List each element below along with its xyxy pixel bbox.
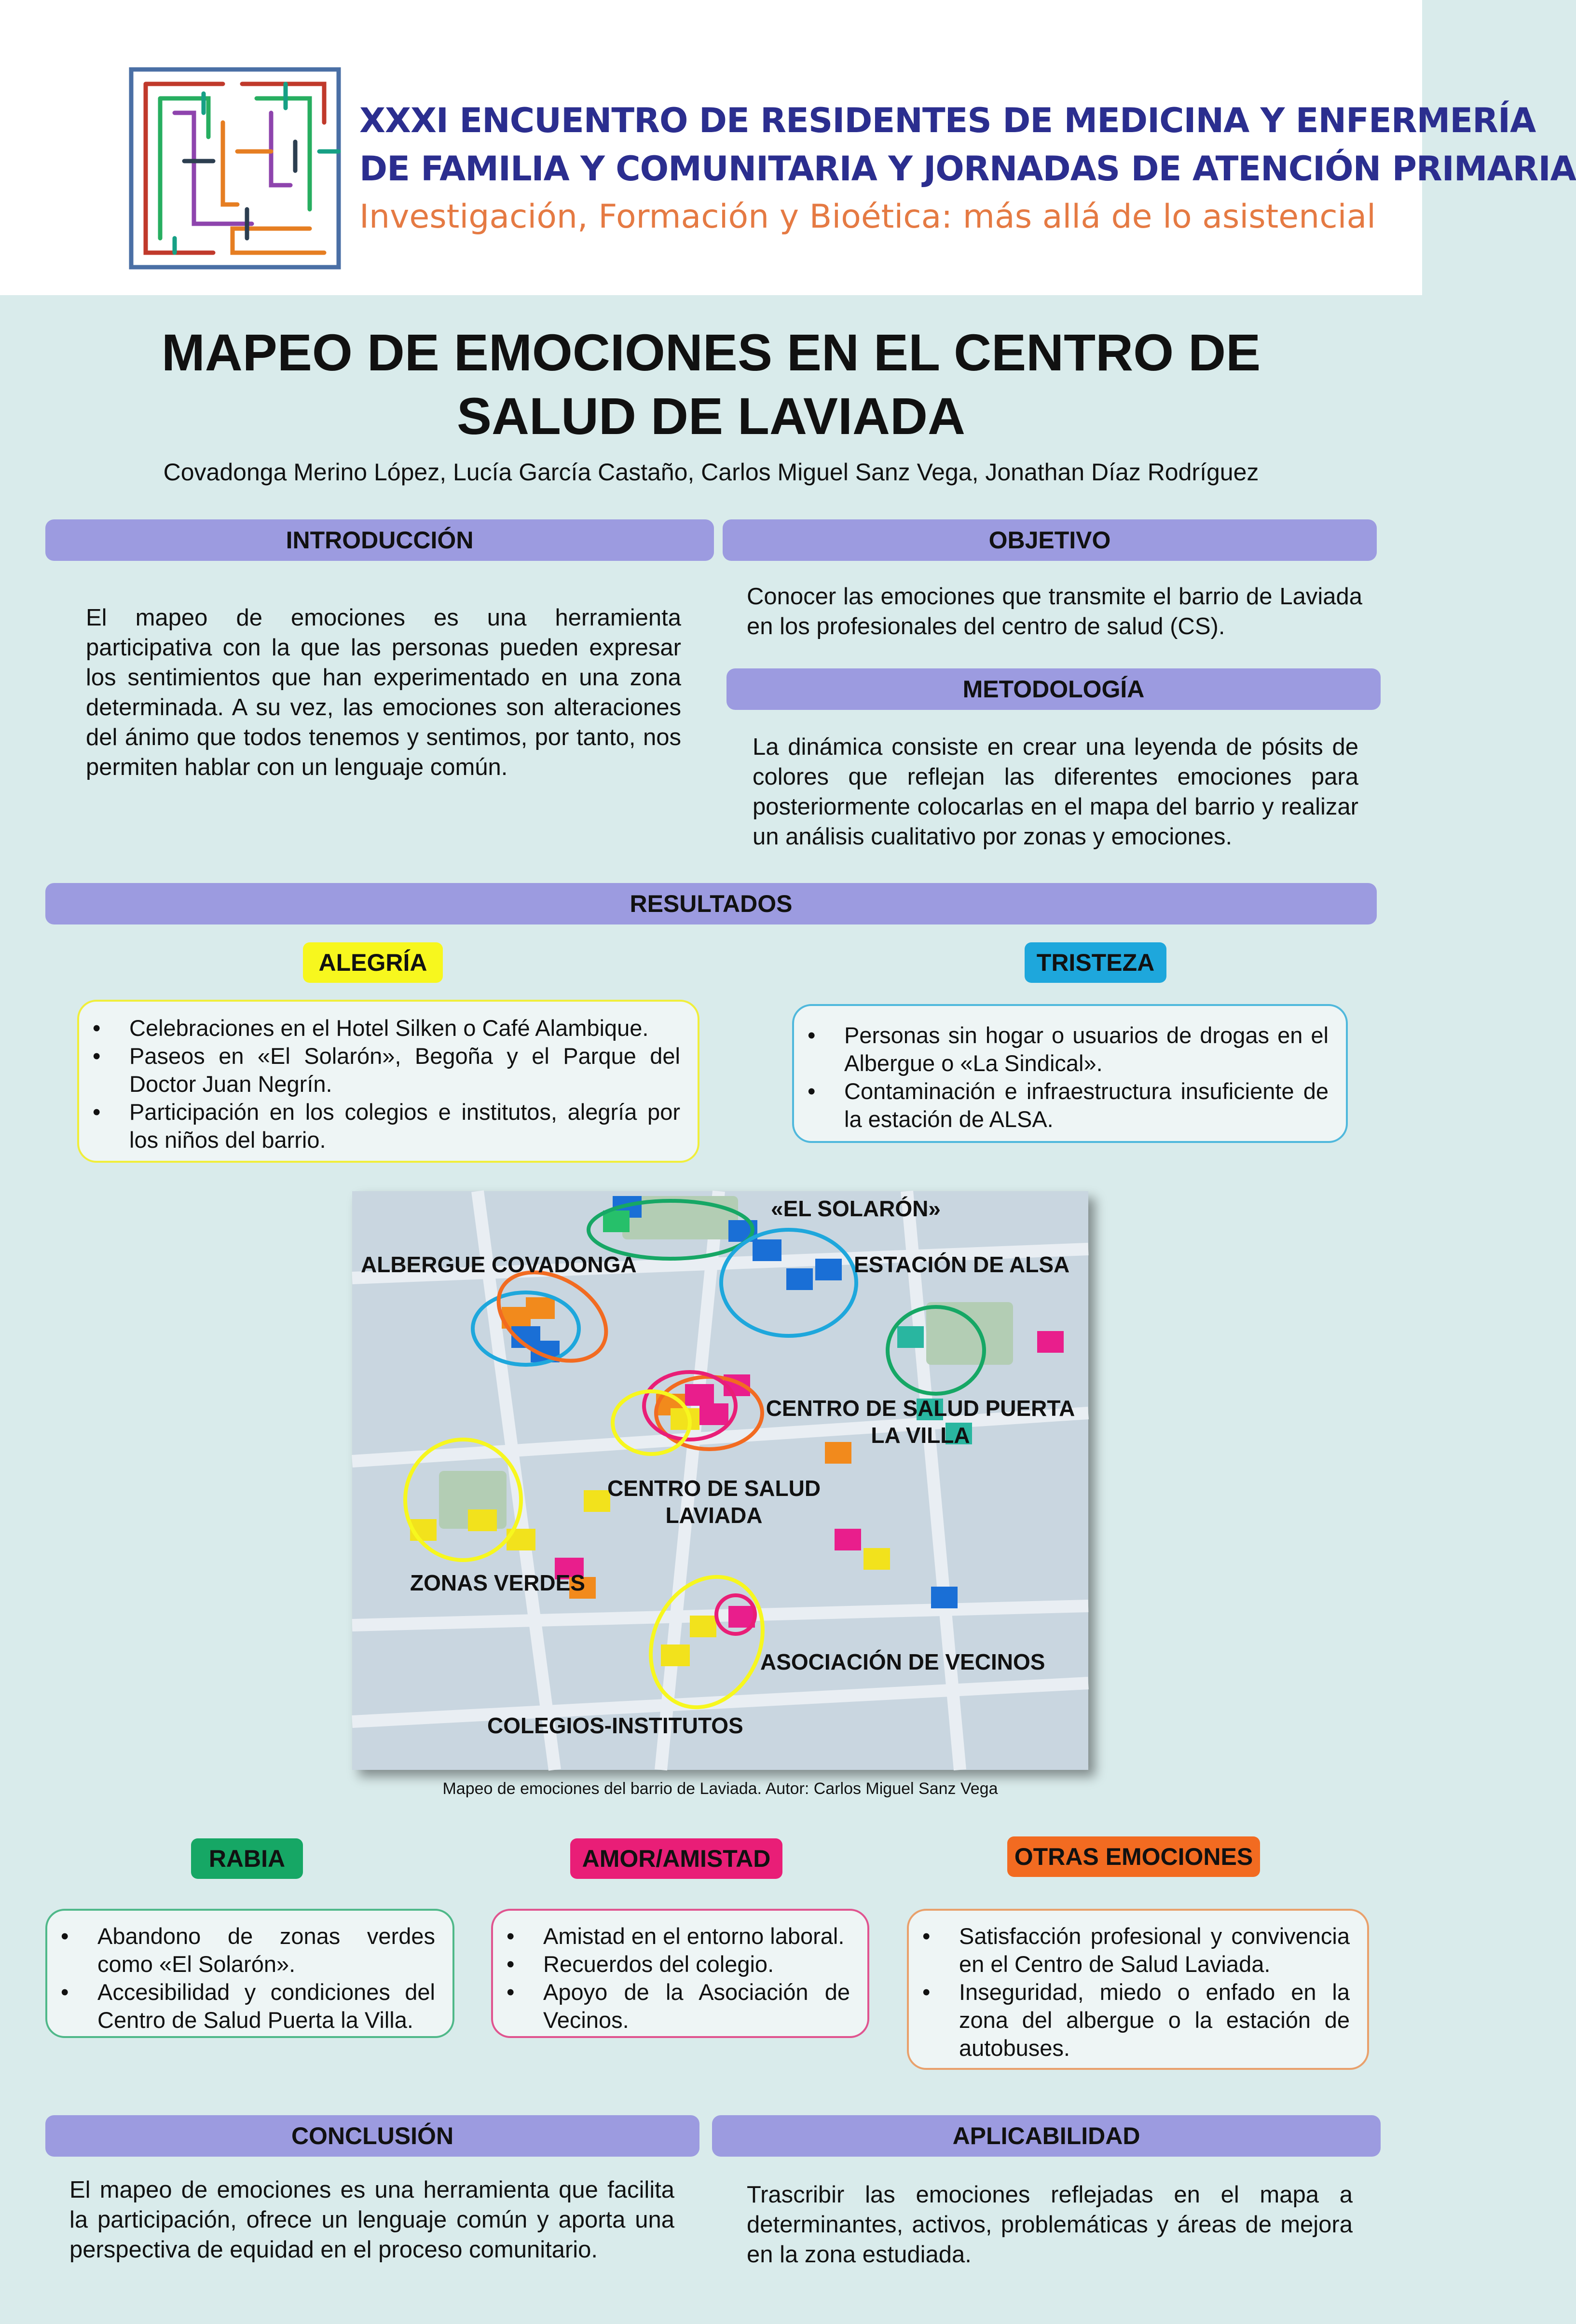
poster-title [72, 321, 1350, 448]
list-item: • Apoyo de la Asociación de Vecinos. [493, 1978, 867, 2034]
amor-tag: AMOR/AMISTAD [570, 1838, 782, 1879]
list-item: • Abandono de zonas verdes como «El Solarón». [47, 1922, 452, 1978]
metodologia-heading: METODOLOGÍA [726, 668, 1381, 710]
objetivo-heading: OBJETIVO [723, 519, 1377, 561]
resultados-heading: RESULTADOS [45, 883, 1377, 924]
map-label-alsa: ESTACIÓN DE ALSA [854, 1252, 1070, 1277]
rabia-box [45, 1909, 454, 2038]
maze-logo-icon [126, 65, 343, 272]
list-item: • Participación en los colegios e institutos, alegría por los niños del barrio. [79, 1098, 698, 1154]
poster-title-line1: MAPEO DE EMOCIONES EN EL CENTRO DE [161, 323, 1261, 381]
otras-box [907, 1909, 1369, 2070]
introduccion-text: El mapeo de emociones es una herramienta participativa con la que las personas pueden expresar los sentimientos que han experimentado en una zona determinada. A su vez, las emociones son alteraciones del ánimo que todos tenemos y sentimos, por tanto, nos permiten hablar con un lenguaje común. [86, 605, 681, 780]
congress-subtitle: Investigación, Formación y Bioética: más allá de lo asistencial [359, 198, 1376, 236]
map-caption: Mapeo de emociones del barrio de Laviada. Autor: Carlos Miguel Sanz Vega [442, 1780, 998, 1798]
list-item: • Satisfacción profesional y convivencia en el Centro de Salud Laviada. [909, 1922, 1367, 1978]
authors: Covadonga Merino López, Lucía García Castaño, Carlos Miguel Sanz Vega, Jonathan Díaz Rodríguez [163, 459, 1259, 486]
list-item: • Recuerdos del colegio. [493, 1950, 867, 1978]
header-banner [0, 0, 1576, 295]
tristeza-tag: TRISTEZA [1025, 942, 1166, 983]
map-label-puerta-villa: CENTRO DE SALUD PUERTA LA VILLA [766, 1396, 1075, 1448]
alegria-tag: ALEGRÍA [303, 942, 443, 983]
map-label-laviada: CENTRO DE SALUD LAVIADA [607, 1476, 821, 1528]
tristeza-box [792, 1004, 1348, 1143]
list-item: • Contaminación e infraestructura insuficiente de la estación de ALSA. [794, 1077, 1346, 1133]
list-item: • Amistad en el entorno laboral. [493, 1922, 867, 1950]
alegria-box [77, 1000, 699, 1163]
conclusion-heading: CONCLUSIÓN [45, 2115, 699, 2157]
list-item: • Inseguridad, miedo o enfado en la zona del albergue o la estación de autobuses. [909, 1978, 1367, 2062]
map-label-zonas-verdes: ZONAS VERDES [410, 1570, 585, 1595]
map-label-colegios: COLEGIOS-INSTITUTOS [487, 1713, 743, 1738]
list-item: • Paseos en «El Solarón», Begoña y el Parque del Doctor Juan Negrín. [79, 1042, 698, 1098]
poster-title-line2: SALUD DE LAVIADA [456, 387, 965, 445]
map-label-asociacion: ASOCIACIÓN DE VECINOS [760, 1649, 1045, 1674]
conclusion-text: El mapeo de emociones es una herramienta que facilita la participación, ofrece un lenguaje común y aporta una perspectiva de equidad en el proceso comunitario. [69, 2177, 674, 2263]
rabia-tag: RABIA [191, 1838, 303, 1879]
list-item: • Personas sin hogar o usuarios de drogas en el Albergue o «La Sindical». [794, 1021, 1346, 1077]
otras-tag: OTRAS EMOCIONES [1007, 1836, 1260, 1877]
list-item: • Celebraciones en el Hotel Silken o Café Alambique. [79, 1014, 698, 1042]
congress-title-line1: XXXI ENCUENTRO DE RESIDENTES DE MEDICINA Y ENFERMERÍA [359, 101, 1536, 140]
amor-box [491, 1909, 869, 2038]
map-label-solaron: «EL SOLARÓN» [771, 1196, 941, 1221]
objetivo-text: Conocer las emociones que transmite el barrio de Laviada en los profesionales del centro de salud (CS). [747, 584, 1362, 639]
aplicabilidad-text: Trascribir las emociones reflejadas en el mapa a determinantes, activos, problemáticas y áreas de mejora en la zona estudiada. [747, 2182, 1353, 2268]
map-label-albergue: ALBERGUE COVADONGA [361, 1252, 637, 1277]
metodologia-text: La dinámica consiste en crear una leyenda de pósits de colores que reflejan las diferentes emociones para posteriormente colocarlas en el mapa del barrio y realizar un análisis cualitativo por zonas y emociones. [753, 734, 1358, 850]
introduccion-heading: INTRODUCCIÓN [45, 519, 714, 561]
emotion-map [352, 1191, 1088, 1770]
congress-title-line2: DE FAMILIA Y COMUNITARIA Y JORNADAS DE ATENCIÓN PRIMARIA [359, 149, 1576, 189]
list-item: • Accesibilidad y condiciones del Centro de Salud Puerta la Villa. [47, 1978, 452, 2034]
aplicabilidad-heading: APLICABILIDAD [712, 2115, 1381, 2157]
